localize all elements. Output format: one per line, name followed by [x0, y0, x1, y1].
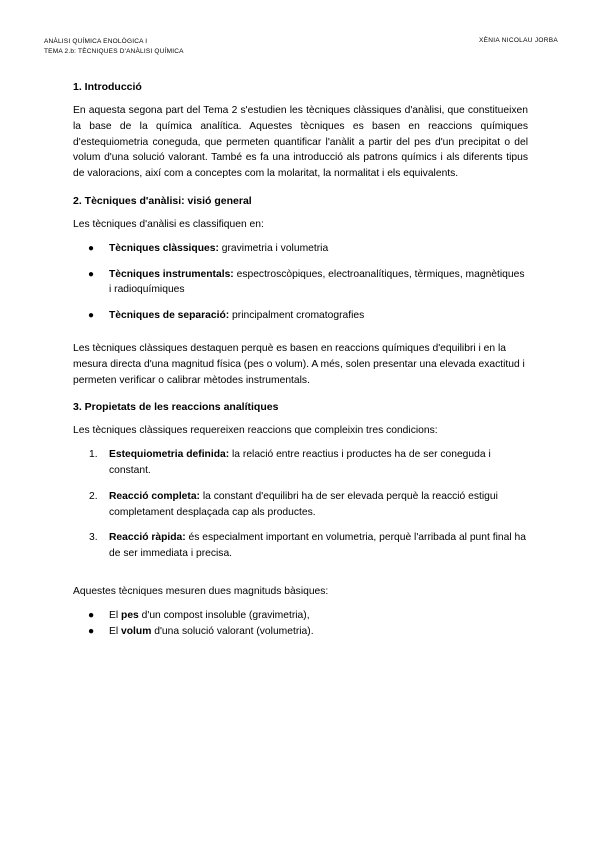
bullet-icon: ● [88, 268, 95, 280]
item-text: principalment cromatografies [229, 310, 365, 322]
list-item [73, 608, 528, 624]
intro-paragraph: En aquesta segona part del Tema 2 s'estudien les tècniques clàssiques d'anàlisi, que constitueixen la base de la química analítica. Aquestes tècniques es basen en reaccions químiques d'estequiometria coneguda, que permeten quantificar l'anàlit a partir del pes d'un precipitat o del volum d'una solució valorant. També es fa una introducció als patrons químics i als diferents tipus de valoracions, així com a conceptes com la molaritat, la normalitat i els equivalents. [73, 105, 528, 180]
page-header-left [44, 37, 184, 57]
section-title: 3. Propietats de les reaccions analítiques [73, 401, 279, 414]
bullet-icon: ● [88, 242, 95, 254]
overview-lead: Les tècniques d'anàlisi es classifiquen en: [73, 218, 264, 230]
bullet-icon: ● [88, 625, 95, 637]
overview-closing: Les tècniques clàssiques destaquen perquè es basen en reaccions químiques d'equilibri i en la mesura directa d'una magnitud física (pes o volum). A més, solen presentar una elevada exactitud i permeten verificar o calibrar mètodes instrumentals. [73, 342, 525, 386]
list-item [73, 530, 528, 562]
section-title: 2. Tècniques d'anàlisi: visió general [73, 194, 252, 207]
list-item [73, 447, 528, 479]
conditions-list [73, 447, 528, 562]
item-term: pes [121, 609, 139, 621]
item-term: volum [121, 625, 152, 637]
list-item [73, 267, 528, 299]
item-text: és especialment important en volumetria, perquè l'arribada al punt final ha de ser immediata i precisa. [109, 532, 526, 560]
technique-list [73, 241, 528, 324]
topic-title: TEMA 2.b: TÈCNIQUES D'ANÀLISI QUÍMICA [44, 48, 184, 55]
course-title: ANÀLISI QUÍMICA ENOLÒGICA I [44, 38, 148, 45]
list-item [73, 489, 528, 521]
item-number: 3. [89, 532, 98, 544]
section-properties [73, 400, 528, 639]
item-number: 2. [89, 490, 98, 502]
magnitudes-list [73, 608, 528, 640]
item-term: Estequiometria definida: [109, 449, 230, 461]
item-term: Tècniques clàssiques: [109, 242, 219, 254]
list-item [73, 308, 528, 324]
item-term: Reacció ràpida: [109, 532, 186, 544]
list-item [73, 624, 528, 640]
item-term: Tècniques instrumentals: [109, 268, 234, 280]
author-name: XÈNIA NICOLAU JORBA [478, 37, 558, 44]
item-pre: El [109, 625, 122, 637]
section-introduction [73, 80, 528, 182]
item-text: espectroscòpiques, electroanalítiques, tèrmiques, magnètiques i radioquímiques [109, 268, 525, 296]
bullet-icon: ● [88, 609, 95, 621]
item-text: la relació entre reactius i productes ha de ser coneguda i constant. [109, 449, 491, 476]
item-number: 1. [89, 449, 98, 461]
list-item [73, 241, 528, 257]
bullet-icon: ● [88, 310, 95, 322]
item-term: Reacció completa: [109, 490, 200, 502]
item-pre: El [109, 609, 122, 621]
item-text: la constant d'equilibri ha de ser elevada perquè la reacció estigui completament desplaçada cap als productes. [109, 490, 498, 518]
item-text: gravimetria i volumetria [218, 242, 329, 254]
properties-lead: Les tècniques clàssiques requereixen reaccions que compleixin tres condicions: [73, 425, 438, 437]
section-title: 1. Introducció [73, 81, 142, 93]
item-text: d'un compost insoluble (gravimetria), [138, 609, 310, 621]
section-overview [73, 194, 528, 388]
item-term: Tècniques de separació: [109, 310, 230, 322]
document-body [73, 80, 528, 650]
magnitudes-lead: Aquestes tècniques mesuren dues magnituds bàsiques: [73, 585, 329, 597]
item-text: d'una solució valorant (volumetria). [151, 625, 314, 637]
